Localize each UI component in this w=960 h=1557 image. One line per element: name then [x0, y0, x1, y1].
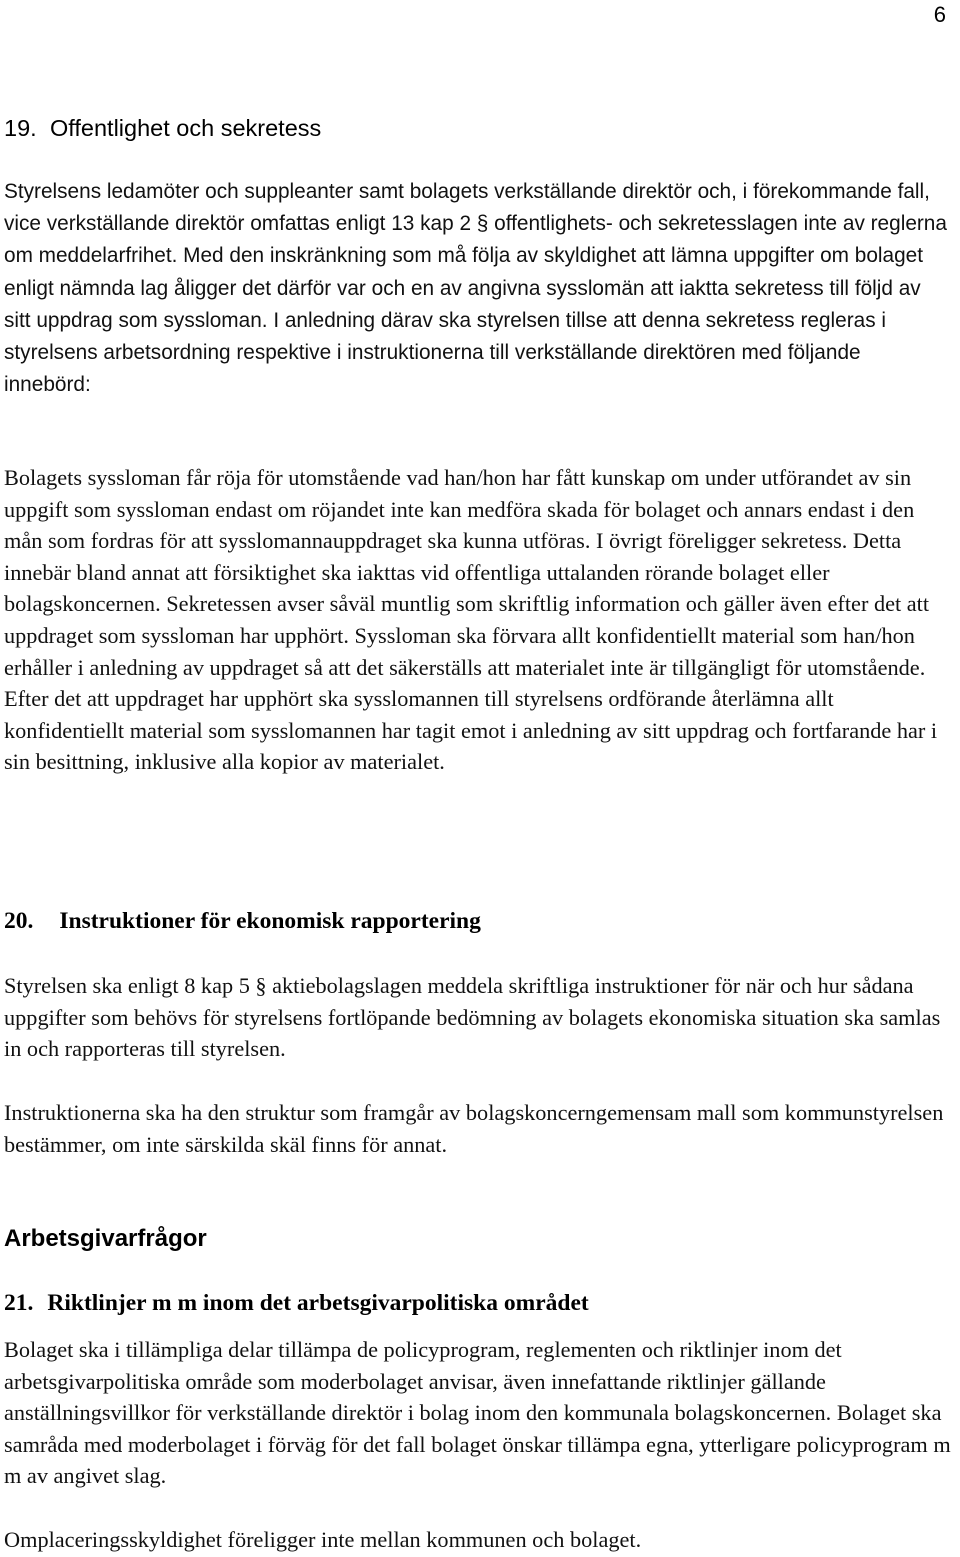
section-19-body	[4, 462, 952, 778]
section-21-heading	[4, 1288, 952, 1318]
group-heading-arbetsgivarfragor: Arbetsgivarfrågor	[4, 1225, 207, 1252]
section-20-number: 20.	[4, 908, 34, 934]
section-20-paragraph-2: Instruktionerna ska ha den struktur som framgår av bolagskoncerngemensam mall som kommunstyrelsen bestämmer, om inte särskilda skäl finns för annat.	[4, 1100, 944, 1157]
section-19-number: 19.	[4, 115, 37, 141]
section-21-title: Riktlinjer m m inom det arbetsgivarpolitiska området	[47, 1290, 589, 1316]
section-20-heading	[4, 906, 952, 936]
section-19-paragraph-2: Bolagets syssloman får röja för utomstående vad han/hon har fått kunskap om under utförandet av sin uppgift som syssloman endast om röjandet inte kan medföra skada för bolaget och annars endast i den mån som fordras för att sysslomannauppdraget ska kunna utföras. I övrigt föreligger sekretess. Detta innebär bland annat att försiktighet ska iakttas vid offentliga uttalanden rörande bolaget eller bolagskoncernen. Sekretessen avser såväl muntlig som skriftlig information och gäller även efter det att uppdraget som syssloman har upphört. Syssloman ska förvara allt konfidentiellt material som han/hon erhåller i anledning av uppdraget så att det säkerställs att materialet inte är tillgängligt för utomstående. Efter det att uppdraget har upphört ska sysslomannen till styrelsens ordförande återlämna allt konfidentiellt material som sysslomannen har tagit emot i anledning av sitt uppdrag och fortfarande har i sin besittning, inklusive alla kopior av materialet.	[4, 465, 938, 775]
section-20-paragraph-1: Styrelsen ska enligt 8 kap 5 § aktiebolagslagen meddela skriftliga instruktioner för när och hur sådana uppgifter som behövs för styrelsens fortlöpande bedömning av bolagets ekonomiska situation ska samlas in och rapporteras till styrelsen.	[4, 973, 941, 1062]
section-20-title: Instruktioner för ekonomisk rapportering	[59, 908, 481, 934]
section-19-title: Offentlighet och sekretess	[50, 115, 322, 141]
section-19-intro	[4, 176, 952, 401]
section-20-body-1	[4, 970, 952, 1065]
section-21-body-1	[4, 1334, 952, 1492]
section-19-heading	[4, 113, 952, 143]
section-21-body-2	[4, 1524, 952, 1556]
section-21-paragraph-1: Bolaget ska i tillämpliga delar tillämpa de policyprogram, reglementen och riktlinjer inom det arbetsgivarpolitiska område som moderbolaget anvisar, även innefattande riktlinjer gällande anställningsvillkor för verkställande direktör i bolag inom den kommunala bolagskoncernen. Bolaget ska samråda med moderbolaget i förväg för det fall bolaget önskar tillämpa egna, ytterligare policyprogram m m av angivet slag.	[4, 1337, 951, 1489]
section-19-paragraph-1: Styrelsens ledamöter och suppleanter samt bolagets verkställande direktör och, i förekommande fall, vice verkställande direktör omfattas enligt 13 kap 2 § offentlighets- och sekretesslagen inte av reglerna om meddelarfrihet. Med den inskränkning som må följa av skyldighet att lämna uppgifter om bolaget enligt nämnda lag åligger det därför var och en av angivna sysslomän att iaktta sekretess till följd av sitt uppdrag som syssloman. I anledning därav ska styrelsen tillse att denna sekretess regleras i styrelsens arbetsordning respektive i instruktionerna till verkställande direktören med följande innebörd:	[4, 180, 947, 397]
section-20-body-2	[4, 1097, 952, 1160]
section-21-paragraph-2: Omplaceringsskyldighet föreligger inte mellan kommunen och bolaget.	[4, 1527, 642, 1552]
section-21-number: 21.	[4, 1290, 34, 1316]
page-number: 6	[933, 2, 946, 27]
